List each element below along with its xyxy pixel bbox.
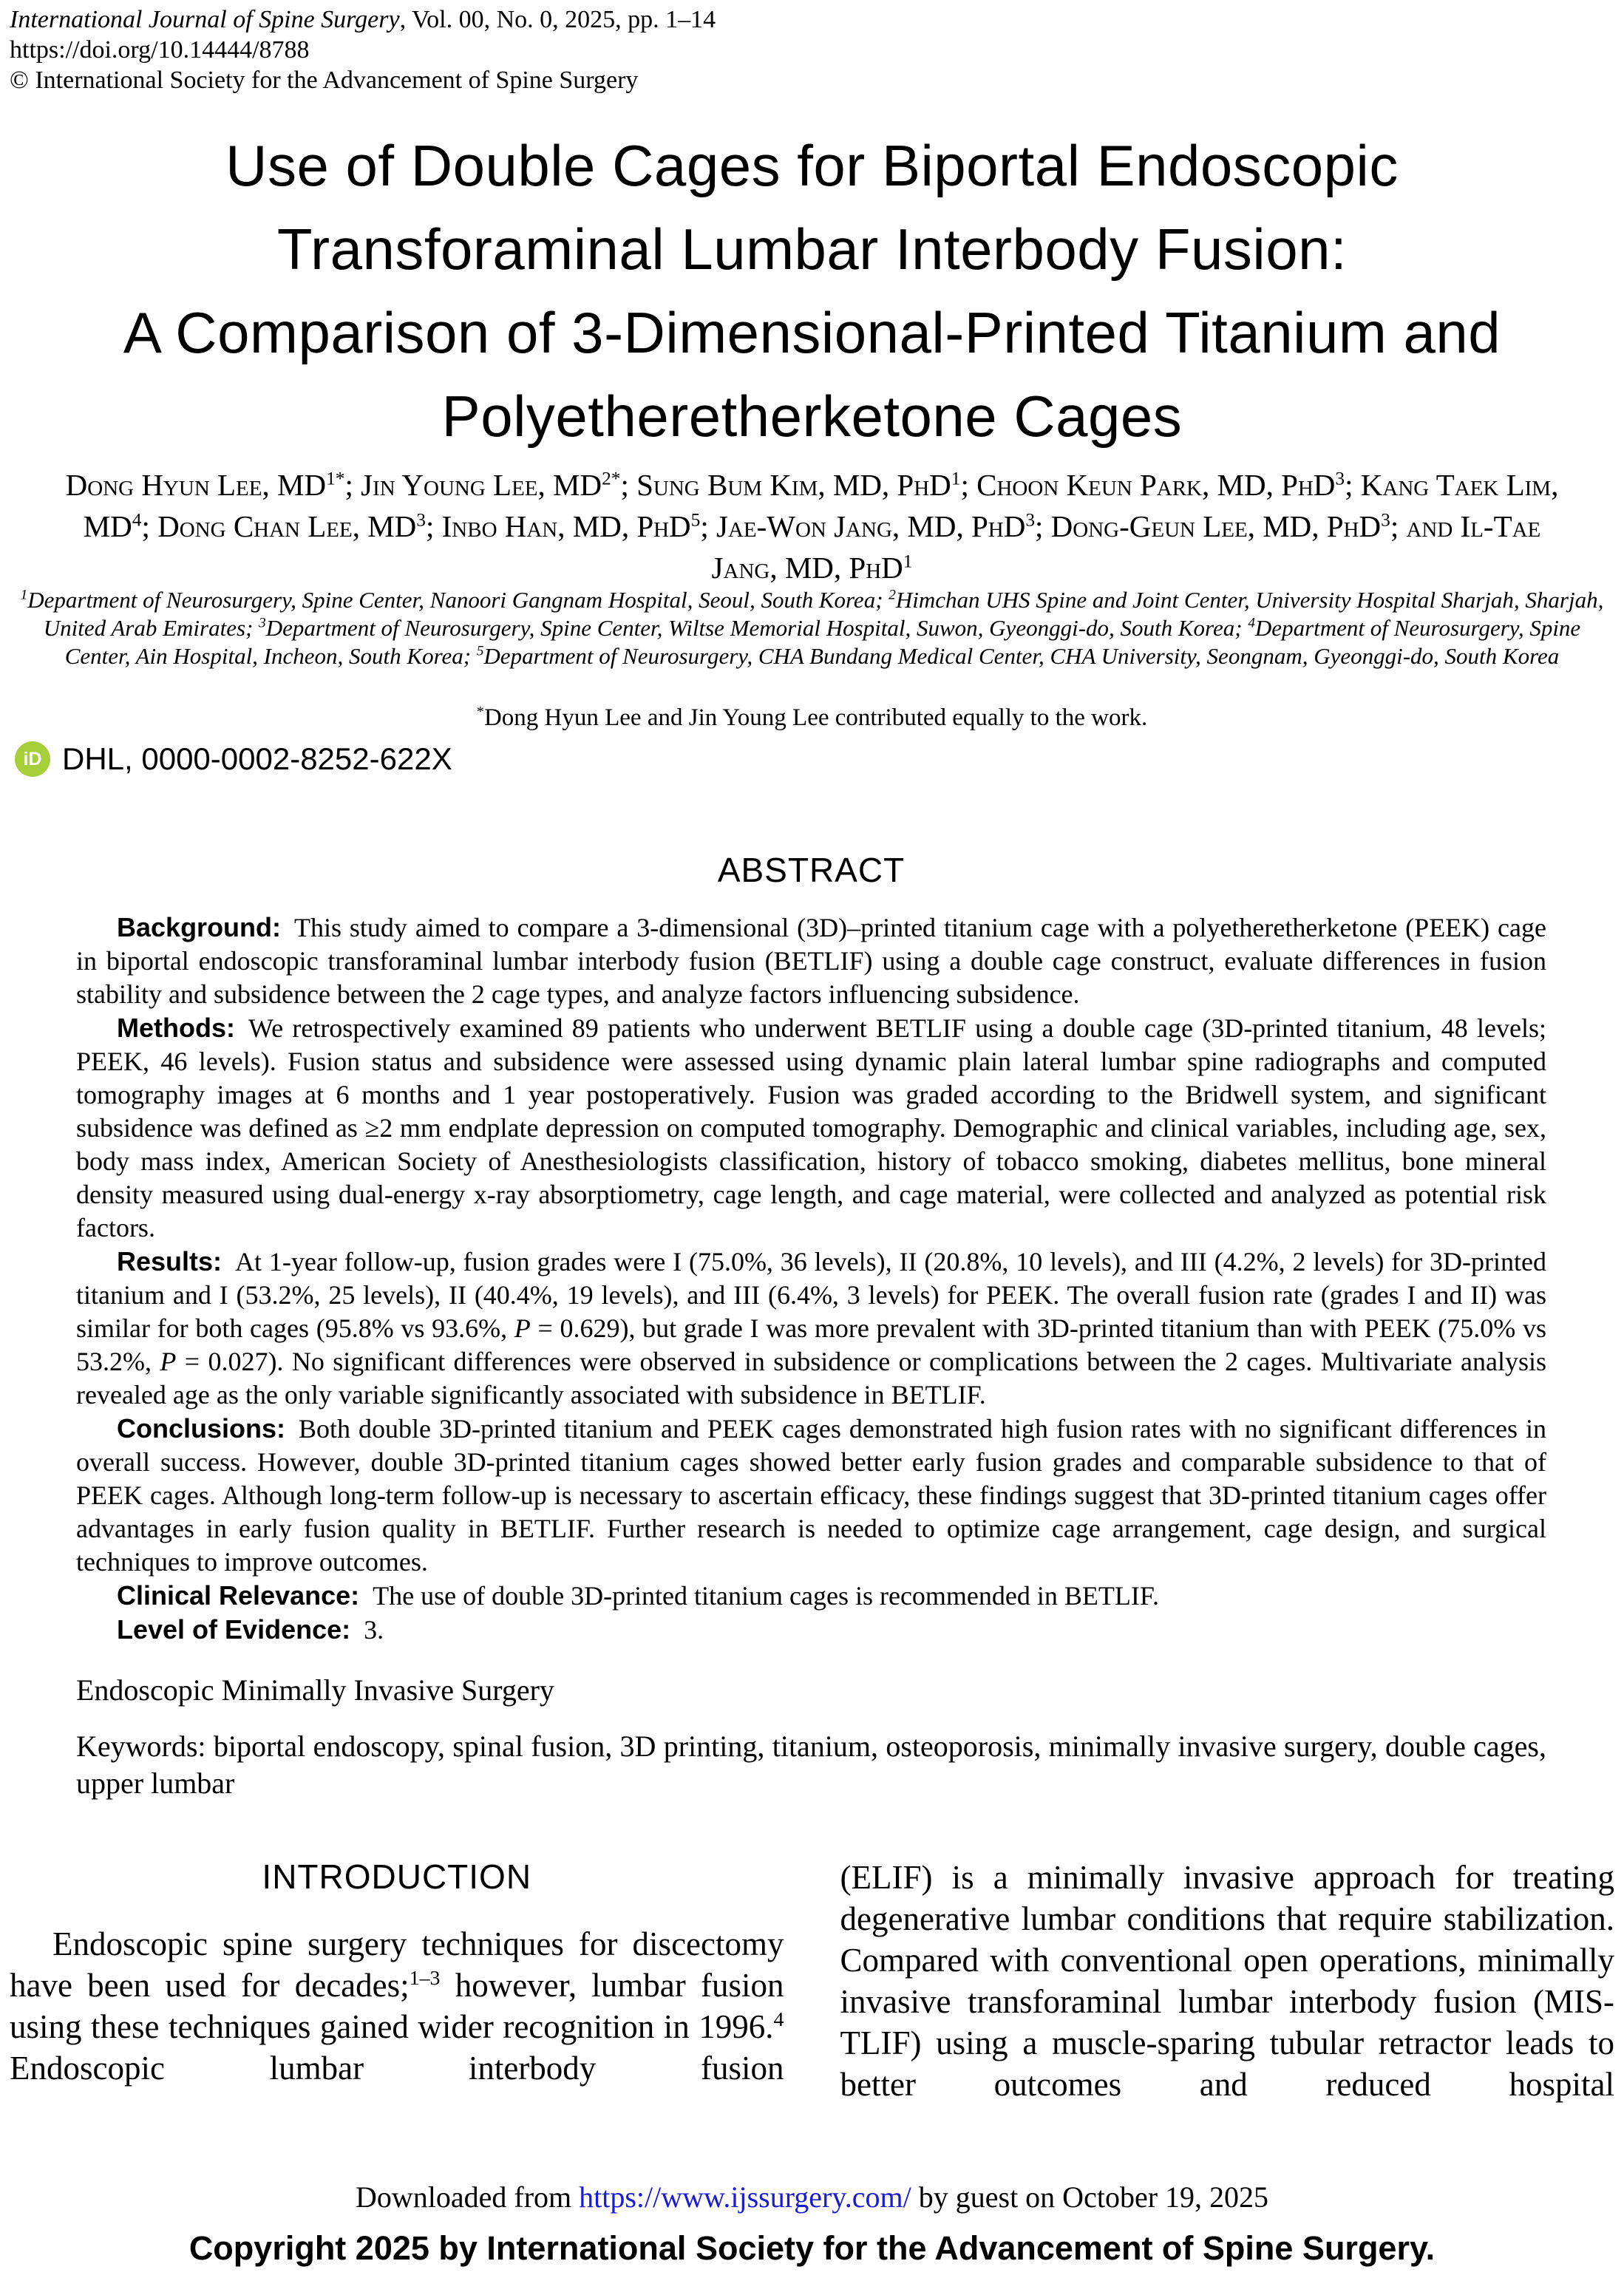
contribution-note: *Dong Hyun Lee and Jin Young Lee contributed equally to the work. bbox=[476, 704, 1148, 731]
article-category: Endoscopic Minimally Invasive Surgery bbox=[76, 1673, 554, 1707]
abstract-methods bbox=[76, 1011, 1546, 1245]
article-title-line-1: Use of Double Cages for Biportal Endoscopic bbox=[225, 133, 1399, 198]
masthead bbox=[10, 4, 716, 95]
downloaded-prefix: Downloaded from bbox=[355, 2180, 580, 2214]
abstract-level-of-evidence-text: 3. bbox=[364, 1615, 384, 1645]
abstract-results-text: At 1-year follow-up, fusion grades were I (75.0%, 36 levels), II (20.8%, 10 levels), and III (4.2%, 2 levels) for 3D-printed titanium and I (53.2%, 25 levels), II (40.4%, 19 levels), and III (6.4%, 3 levels) for PEEK. The overall fusion rate (grades I and II) was similar for both cages (95.8% vs 93.6%, P = 0.629), but grade I was more prevalent with 3D-printed titanium than with PEEK (75.0% vs 53.2%, P = 0.027). No significant differences were observed in subsidence or complications between the 2 cages. Multivariate analysis revealed age as the only variable significantly associated with subsidence in BETLIF. bbox=[76, 1247, 1546, 1410]
abstract-clinical-relevance bbox=[76, 1579, 1546, 1613]
intro-paragraph-left: Endoscopic spine surgery techniques for discectomy have been used for decades;$^{1-3}$ however, lumbar fusion using these techniques gained wider recognition in 1996.$^4$ Endoscopic lumbar interbody fusion bbox=[10, 1925, 784, 2087]
journal-line bbox=[10, 4, 716, 35]
introduction-heading: INTRODUCTION bbox=[262, 1857, 532, 1896]
intro-column-right bbox=[840, 1857, 1615, 2105]
downloaded-suffix: by guest on October 19, 2025 bbox=[911, 2180, 1269, 2214]
abstract-section bbox=[76, 850, 1546, 1802]
abstract-background-text: This study aimed to compare a 3-dimensional (3D)–printed titanium cage with a polyetheretherketone (PEEK) cage in biportal endoscopic transforaminal lumbar interbody fusion (BETLIF) using a double cage construct, evaluate differences in fusion stability and subsidence between the 2 cage types, and analyze factors influencing subsidence. bbox=[76, 913, 1546, 1009]
abstract-clinical-relevance-text: The use of double 3D-printed titanium cages is recommended in BETLIF. bbox=[373, 1581, 1160, 1611]
affiliations: $^1$Department of Neurosurgery, Spine Center, Nanoori Gangnam Hospital, Seoul, South Korea; $^2$Himchan UHS Spine and Joint Center, University Hospital Sharjah, Sharjah, United Arab Emirates; $^3$Department of Neurosurgery, Spine Center, Wiltse Memorial Hospital, Suwon, Gyeonggi-do, South Korea; $^4$Department of Neurosurgery, Spine Center, Ain Hospital, Incheon, South Korea; $^5$Department of Neurosurgery, CHA Bundang Medical Center, CHA University, Seongnam, Gyeonggi-do, South Korea bbox=[20, 587, 1604, 669]
abstract-background bbox=[76, 911, 1546, 1011]
abstract-clinical-relevance-label: Clinical Relevance: bbox=[117, 1580, 360, 1611]
abstract-heading: ABSTRACT bbox=[717, 851, 906, 889]
orcid-icon: iD bbox=[15, 741, 50, 777]
article-title bbox=[0, 124, 1624, 458]
page-footer bbox=[0, 2180, 1624, 2268]
abstract-methods-text: We retrospectively examined 89 patients who underwent BETLIF using a double cage (3D-printed titanium, 48 levels; PEEK, 46 levels). Fusion status and subsidence were assessed using dynamic plain lateral lumbar spine radiographs and computed tomography images at 6 months and 1 year postoperatively. Fusion was graded according to the Bridwell system, and significant subsidence was defined as ≥2 mm endplate depression on computed tomography. Demographic and clinical variables, including age, sex, body mass index, American Society of Anesthesiologists classification, history of tobacco smoking, diabetes mellitus, bone mineral density measured using dual-energy x-ray absorptiometry, cage length, and cage material, were collected and analyzed as potential risk factors. bbox=[76, 1013, 1546, 1242]
article-title-line-4: Polyetheretherketone Cages bbox=[441, 384, 1183, 449]
abstract-level-of-evidence-label: Level of Evidence: bbox=[117, 1614, 351, 1645]
author-list: Dong Hyun Lee, $MD^{1*}$; Jin Young Lee, $MD^{2*}$; Sung Bum Kim, MD, PhD$^1$; Choon Keun Park, MD, PhD$^3$; Kang Taek Lim, $MD^4$; Dong Chan Lee, $MD^3$; Inbo Han, MD, PhD$^5$; Jae-Won Jang, MD, PhD$^3$; Dong-Geun Lee, MD, PhD$^3$; and Il-Tae Jang, MD, PhD$^1$ bbox=[65, 468, 1559, 585]
abstract-conclusions-text: Both double 3D-printed titanium and PEEK cages demonstrated high fusion rates with no significant differences in overall success. However, double 3D-printed titanium cages showed better early fusion grades and comparable subsidence to that of PEEK cages. Although long-term follow-up is necessary to ascertain efficacy, these findings suggest that 3D-printed titanium cages offer advantages in early fusion quality in BETLIF. Further research is needed to optimize cage arrangement, cage design, and surgical techniques to improve outcomes. bbox=[76, 1414, 1546, 1577]
abstract-conclusions bbox=[76, 1412, 1546, 1579]
abstract-results-label: Results: bbox=[117, 1246, 222, 1276]
introduction-section bbox=[10, 1857, 1614, 2105]
doi-line: https://doi.org/10.14444/8788 bbox=[10, 36, 310, 64]
orcid-row bbox=[15, 741, 452, 777]
abstract-methods-label: Methods: bbox=[117, 1013, 235, 1043]
article-title-line-3: A Comparison of 3-Dimensional-Printed Titanium and bbox=[123, 300, 1501, 365]
intro-column-left bbox=[10, 1857, 784, 2089]
article-title-line-2: Transforaminal Lumbar Interbody Fusion: bbox=[276, 217, 1348, 282]
abstract-conclusions-label: Conclusions: bbox=[117, 1413, 286, 1444]
abstract-results bbox=[76, 1245, 1546, 1412]
downloaded-line bbox=[0, 2180, 1624, 2214]
abstract-level-of-evidence bbox=[76, 1613, 1546, 1647]
keywords-line: Keywords: biportal endoscopy, spinal fusion, 3D printing, titanium, osteoporosis, minimally invasive surgery, double cages, upper lumbar bbox=[76, 1730, 1546, 1800]
publisher-line: © International Society for the Advancement of Spine Surgery bbox=[10, 67, 639, 94]
journal-issue-info: , Vol. 00, No. 0, 2025, pp. 1–14 bbox=[399, 6, 716, 33]
abstract-background-label: Background: bbox=[117, 912, 282, 942]
orcid-id: DHL, 0000-0002-8252-622X bbox=[62, 741, 452, 776]
copyright-line: Copyright 2025 by International Society for the Advancement of Spine Surgery. bbox=[188, 2229, 1436, 2267]
journal-site-link[interactable]: https://www.ijssurgery.com/ bbox=[579, 2180, 911, 2214]
intro-paragraph-right: (ELIF) is a minimally invasive approach for treating degenerative lumbar conditions that require stabilization. Compared with conventional open operations, minimally invasive transforaminal lumbar interbody fusion (MIS-TLIF) using a muscle-sparing tubular retractor leads to better outcomes and reduced hospital bbox=[840, 1859, 1614, 2103]
journal-title: International Journal of Spine Surgery bbox=[10, 6, 400, 33]
